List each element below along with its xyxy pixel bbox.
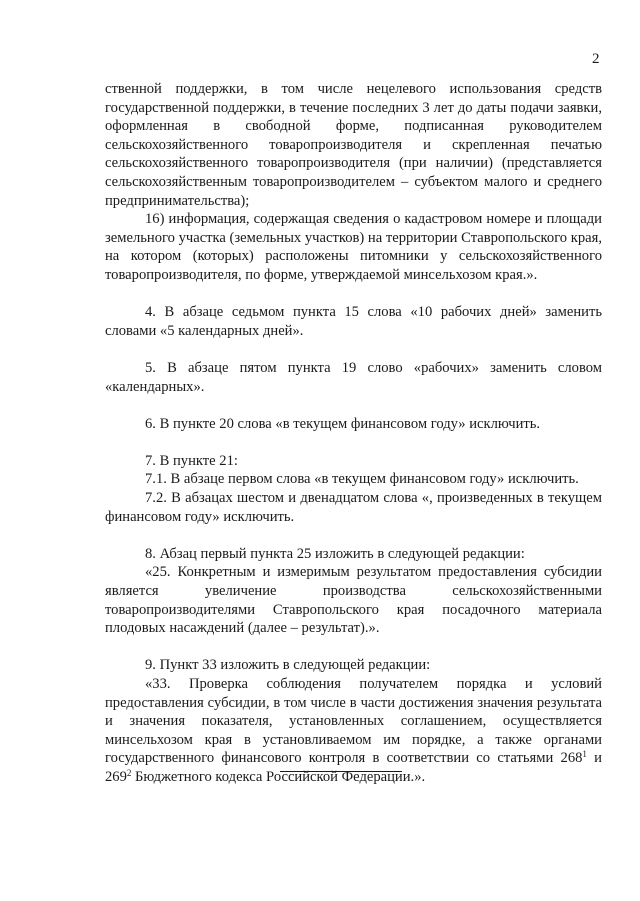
paragraph-point-9-text — [105, 675, 602, 787]
paragraph-point-8: 8. Абзац первый пункта 25 изложить в следующей редакции: — [145, 545, 525, 562]
paragraph-point-8-text: «25. Конкретным и измеримым результатом предоставления субсидии является увеличение производства сельскохозяйственными товаропроизводителями Ставропольского края посадочного материала плодовых насаждений (далее – результат).». — [105, 564, 602, 637]
paragraph-point-9: 9. Пункт 33 изложить в следующей редакции: — [145, 657, 431, 674]
superscript-2: 2 — [126, 767, 132, 778]
paragraph-point-5: 5. В абзаце пятом пункта 19 слово «рабочих» заменить словом «календарных». — [105, 359, 602, 395]
document-body — [105, 80, 602, 787]
paragraph-point-4: 4. В абзаце седьмом пункта 15 слова «10 рабочих дней» заменить словами «5 календарных дней». — [105, 304, 602, 339]
paragraph-point-7-2: 7.2. В абзацах шестом и двенадцатом слова «, произведенных в текущем финансовом году» исключить. — [105, 490, 602, 525]
page-number: 2 — [592, 51, 600, 67]
paragraph-continuation: ственной поддержки, в том числе нецелевого использования средств государственной поддержки, в течение последних 3 лет до даты подачи заявки, оформленная в свободной форме, подписанная руководителем сельскохозяйственного товаропроизводителя и скрепленная печатью сельскохозяйственного товаропроизводителя (при наличии) (представляется сельскохозяйственным товаропроизводителем – субъектом малого и среднего предпринимательства); — [105, 81, 602, 209]
paragraph-point-6: 6. В пункте 20 слова «в текущем финансовом году» исключить. — [145, 415, 541, 432]
point-9-text-part-c: Бюджетного кодекса Российской Федерации.». — [131, 768, 426, 785]
paragraph-item-16: 16) информация, содержащая сведения о кадастровом номере и площади земельного участка (земельных участков) на территории Ставропольского края, на котором (которых) расположены питомники у сельскохозяйственного товаропроизводителя, по форме, утверждаемой минсельхозом края.». — [105, 211, 602, 283]
paragraph-point-7-1: 7.1. В абзаце первом слова «в текущем финансовом году» исключить. — [145, 471, 579, 488]
point-9-text-part-b: и 269 — [105, 750, 602, 785]
closing-horizontal-rule — [280, 771, 402, 772]
point-9-text-part-a: «33. Проверка соблюдения получателем порядка и условий предоставления субсидии, в том числе в части достижения значения результата и значения показателя, установленных соглашением, осуществляется минсельхозом края в установливаемом им порядке, а также органами государственного финансового контроля в соответствии со статьями 268 — [105, 676, 602, 767]
paragraph-point-7: 7. В пункте 21: — [145, 452, 238, 469]
superscript-1: 1 — [582, 749, 587, 760]
